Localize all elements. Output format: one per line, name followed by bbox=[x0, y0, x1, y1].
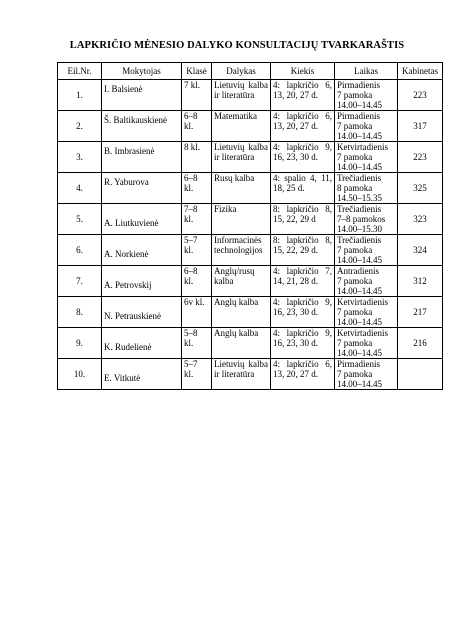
table-row bbox=[58, 111, 443, 142]
time-line: 7 pamoka bbox=[337, 338, 373, 348]
amount-line: 4: lapkričio 6, bbox=[273, 80, 332, 90]
amount-line: 18, 25 d. bbox=[273, 183, 305, 193]
amount-line: 14, 21, 28 d. bbox=[273, 276, 318, 286]
amount-cell bbox=[271, 204, 335, 235]
time-cell bbox=[335, 204, 398, 235]
time-line: Trečiadienis bbox=[337, 173, 382, 183]
room-number: 216 bbox=[398, 328, 443, 359]
row-number: 3. bbox=[58, 142, 102, 173]
amount-line: 13, 20, 27 d. bbox=[273, 90, 318, 100]
time-cell bbox=[335, 297, 398, 328]
teacher-name: N. Petrauskienė bbox=[102, 297, 182, 328]
amount-cell bbox=[271, 266, 335, 297]
table-row bbox=[58, 173, 443, 204]
amount-line: 4: lapkričio 9, bbox=[273, 297, 332, 307]
room-number: 312 bbox=[398, 266, 443, 297]
header-time: Laikas bbox=[335, 63, 398, 80]
class-line: 6–8 bbox=[184, 266, 198, 276]
time-line: 8 pamoka bbox=[337, 183, 373, 193]
class-cell bbox=[182, 328, 212, 359]
row-number: 5. bbox=[58, 204, 102, 235]
subject-line: Matematika bbox=[214, 111, 257, 121]
subject-cell bbox=[212, 328, 271, 359]
amount-line: 4: lapkričio 9, bbox=[273, 142, 332, 152]
time-cell bbox=[335, 266, 398, 297]
table-row bbox=[58, 328, 443, 359]
subject-line: ir literatūra bbox=[214, 90, 255, 100]
class-cell bbox=[182, 80, 212, 111]
subject-line: Rusų kalba bbox=[214, 173, 255, 183]
subject-cell bbox=[212, 173, 271, 204]
row-number: 2. bbox=[58, 111, 102, 142]
teacher-name: A. Liutkuvienė bbox=[102, 204, 182, 235]
time-line: 14.00–14.45 bbox=[337, 255, 382, 265]
time-line: Trečiadienis bbox=[337, 235, 382, 245]
time-line: Ketvirtadienis bbox=[337, 142, 388, 152]
row-number: 8. bbox=[58, 297, 102, 328]
class-line: kl. bbox=[184, 121, 194, 131]
subject-line: kalba bbox=[214, 276, 234, 286]
time-line: 7–8 pamokos bbox=[337, 214, 386, 224]
row-number: 7. bbox=[58, 266, 102, 297]
teacher-name: A. Norkienė bbox=[102, 235, 182, 266]
class-cell bbox=[182, 173, 212, 204]
amount-line: 16, 23, 30 d. bbox=[273, 338, 318, 348]
class-line: 6–8 bbox=[184, 111, 198, 121]
time-line: Ketvirtadienis bbox=[337, 297, 388, 307]
time-line: 7 pamoka bbox=[337, 121, 373, 131]
class-cell bbox=[182, 204, 212, 235]
subject-line: ir literatūra bbox=[214, 152, 255, 162]
amount-line: 16, 23, 30 d. bbox=[273, 307, 318, 317]
time-line: 7 pamoka bbox=[337, 152, 373, 162]
class-cell bbox=[182, 142, 212, 173]
time-line: 14.00–14.45 bbox=[337, 317, 382, 327]
table-row bbox=[58, 142, 443, 173]
amount-line: 16, 23, 30 d. bbox=[273, 152, 318, 162]
amount-cell bbox=[271, 111, 335, 142]
subject-line: Informacinės bbox=[214, 235, 262, 245]
teacher-name: K. Rudelienė bbox=[102, 328, 182, 359]
room-number: 223 bbox=[398, 80, 443, 111]
subject-cell bbox=[212, 297, 271, 328]
row-number: 6. bbox=[58, 235, 102, 266]
amount-line: 13, 20, 27 d. bbox=[273, 369, 318, 379]
time-line: 14.00–14.45 bbox=[337, 286, 382, 296]
subject-line: technologijos bbox=[214, 245, 263, 255]
row-number: 4. bbox=[58, 173, 102, 204]
amount-line: 4: lapkričio 7, bbox=[273, 266, 332, 276]
row-number: 1. bbox=[58, 80, 102, 111]
time-line: Antradienis bbox=[337, 266, 379, 276]
teacher-name: R. Yaburova bbox=[102, 173, 182, 204]
class-line: kl. bbox=[184, 183, 194, 193]
time-line: 14.00–14.45 bbox=[337, 100, 382, 110]
class-line: 5–8 bbox=[184, 328, 198, 338]
row-number: 10. bbox=[58, 359, 102, 390]
subject-line: Fizika bbox=[214, 204, 237, 214]
table-row bbox=[58, 359, 443, 390]
header-room: Kabinetas bbox=[398, 63, 443, 80]
room-number: 217 bbox=[398, 297, 443, 328]
class-cell bbox=[182, 266, 212, 297]
time-line: 7 pamoka bbox=[337, 90, 373, 100]
class-line: kl. bbox=[184, 369, 194, 379]
amount-line: 4: lapkričio 6, bbox=[273, 111, 332, 121]
time-cell bbox=[335, 328, 398, 359]
amount-cell bbox=[271, 297, 335, 328]
class-cell bbox=[182, 111, 212, 142]
table-row bbox=[58, 266, 443, 297]
subject-cell bbox=[212, 142, 271, 173]
table-row bbox=[58, 235, 443, 266]
document-title: LAPKRIČIO MĖNESIO DALYKO KONSULTACIJŲ TVARKARAŠTIS bbox=[69, 40, 405, 51]
time-line: 14.00–14.45 bbox=[337, 162, 382, 172]
amount-line: 4: lapkričio 9, bbox=[273, 328, 332, 338]
time-line: Trečiadienis bbox=[337, 204, 382, 214]
class-line: kl. bbox=[184, 338, 194, 348]
time-cell bbox=[335, 235, 398, 266]
subject-line: ir literatūra bbox=[214, 369, 255, 379]
class-line: 6v kl. bbox=[184, 297, 205, 307]
class-cell bbox=[182, 297, 212, 328]
amount-line: 15, 22, 29 d bbox=[273, 214, 316, 224]
time-line: Pirmadienis bbox=[337, 111, 380, 121]
amount-line: 13, 20, 27 d. bbox=[273, 121, 318, 131]
room-number bbox=[398, 359, 443, 390]
class-line: kl. bbox=[184, 214, 194, 224]
header-teacher: Mokytojas bbox=[102, 63, 182, 80]
time-line: 7 pamoka bbox=[337, 307, 373, 317]
time-cell bbox=[335, 142, 398, 173]
table-header-row bbox=[58, 63, 443, 80]
subject-cell bbox=[212, 80, 271, 111]
time-line: 7 pamoka bbox=[337, 245, 373, 255]
class-cell bbox=[182, 359, 212, 390]
subject-cell bbox=[212, 111, 271, 142]
amount-line: 8: lapkričio 8, bbox=[273, 235, 332, 245]
header-class: Klasė bbox=[182, 63, 212, 80]
amount-line: 8: lapkričio 8, bbox=[273, 204, 332, 214]
header-amount: Kiekis bbox=[271, 63, 335, 80]
time-line: Pirmadienis bbox=[337, 359, 380, 369]
row-number: 9. bbox=[58, 328, 102, 359]
subject-line: Anglų kalba bbox=[214, 328, 259, 338]
subject-line: Lietuvių kalba bbox=[214, 142, 268, 152]
time-line: 14.50–15.35 bbox=[337, 193, 382, 203]
class-line: 7–8 bbox=[184, 204, 198, 214]
time-cell bbox=[335, 359, 398, 390]
class-line: kl. bbox=[184, 245, 194, 255]
room-number: 323 bbox=[398, 204, 443, 235]
time-line: 14.00–14.45 bbox=[337, 348, 382, 358]
teacher-name: I. Balsienė bbox=[102, 80, 182, 111]
class-line: 6–8 bbox=[184, 173, 198, 183]
subject-cell bbox=[212, 204, 271, 235]
time-line: 14.00–14.45 bbox=[337, 379, 382, 389]
time-cell bbox=[335, 80, 398, 111]
time-line: Pirmadienis bbox=[337, 80, 380, 90]
teacher-name: B. Imbrasienė bbox=[102, 142, 182, 173]
table-row bbox=[58, 297, 443, 328]
header-nr: Eil.Nr. bbox=[58, 63, 102, 80]
room-number: 317 bbox=[398, 111, 443, 142]
time-line: Ketvirtadienis bbox=[337, 328, 388, 338]
teacher-name: E. Vitkutė bbox=[102, 359, 182, 390]
time-line: 7 pamoka bbox=[337, 276, 373, 286]
subject-cell bbox=[212, 359, 271, 390]
subject-cell bbox=[212, 266, 271, 297]
subject-line: Anglų kalba bbox=[214, 297, 259, 307]
time-cell bbox=[335, 111, 398, 142]
amount-cell bbox=[271, 173, 335, 204]
class-line: 7 kl. bbox=[184, 80, 201, 90]
consultation-schedule-table bbox=[57, 62, 443, 390]
amount-line: 15, 22, 29 d. bbox=[273, 245, 318, 255]
teacher-name: A. Petrovskij bbox=[102, 266, 182, 297]
room-number: 324 bbox=[398, 235, 443, 266]
amount-line: 4: spalio 4, 11, bbox=[273, 173, 332, 183]
header-subject: Dalykas bbox=[212, 63, 271, 80]
class-line: 5–7 bbox=[184, 359, 198, 369]
subject-line: Lietuvių kalba bbox=[214, 80, 268, 90]
amount-line: 4: lapkričio 6, bbox=[273, 359, 332, 369]
time-line: 14.00–15.30 bbox=[337, 224, 382, 234]
class-line: 8 kl. bbox=[184, 142, 201, 152]
room-number: 325 bbox=[398, 173, 443, 204]
subject-line: Anglų/rusų bbox=[214, 266, 255, 276]
time-cell bbox=[335, 173, 398, 204]
room-number: 223 bbox=[398, 142, 443, 173]
amount-cell bbox=[271, 235, 335, 266]
table-row bbox=[58, 80, 443, 111]
table-row bbox=[58, 204, 443, 235]
class-cell bbox=[182, 235, 212, 266]
amount-cell bbox=[271, 142, 335, 173]
amount-cell bbox=[271, 80, 335, 111]
teacher-name: Š. Baltikauskienė bbox=[102, 111, 182, 142]
amount-cell bbox=[271, 328, 335, 359]
time-line: 14.00–14.45 bbox=[337, 131, 382, 141]
subject-line: Lietuvių kalba bbox=[214, 359, 268, 369]
subject-cell bbox=[212, 235, 271, 266]
class-line: 5–7 bbox=[184, 235, 198, 245]
amount-cell bbox=[271, 359, 335, 390]
class-line: kl. bbox=[184, 276, 194, 286]
time-line: 7 pamoka bbox=[337, 369, 373, 379]
